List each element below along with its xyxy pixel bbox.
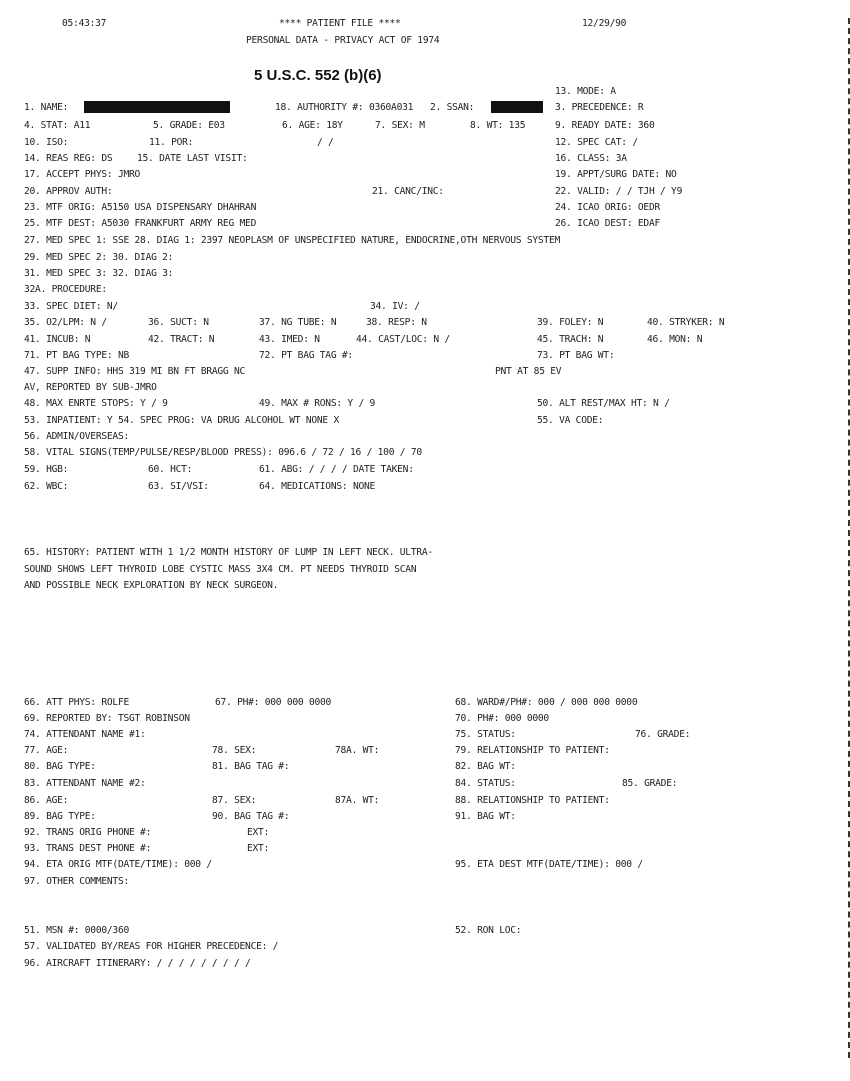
field-line: 91. BAG WT: bbox=[455, 811, 516, 822]
field-line: 56. ADMIN/OVERSEAS: bbox=[24, 431, 129, 442]
field-line: 78. SEX: bbox=[212, 745, 257, 756]
field-line: 6. AGE: 18Y bbox=[282, 120, 343, 131]
foia-exemption-stamp: 5 U.S.C. 552 (b)(6) bbox=[254, 67, 382, 84]
field-line: 78A. WT: bbox=[335, 745, 380, 756]
field-line: 24. ICAO ORIG: OEDR bbox=[555, 202, 660, 213]
field-line: EXT: bbox=[247, 827, 270, 838]
field-line: 21. CANC/INC: bbox=[372, 186, 444, 197]
field-line: 33. SPEC DIET: N/ bbox=[24, 301, 118, 312]
field-line: 72. PT BAG TAG #: bbox=[259, 350, 353, 361]
field-line: 64. MEDICATIONS: NONE bbox=[259, 481, 376, 492]
field-line: 74. ATTENDANT NAME #1: bbox=[24, 729, 146, 740]
print-date: 12/29/90 bbox=[582, 18, 627, 29]
field-line: 45. TRACH: N bbox=[537, 334, 604, 345]
field-line: 49. MAX # RONS: Y / 9 bbox=[259, 398, 376, 409]
field-line: 68. WARD#/PH#: 000 / 000 000 0000 bbox=[455, 697, 638, 708]
field-line: 58. VITAL SIGNS(TEMP/PULSE/RESP/BLOOD PRESS): 096.6 / 72 / 16 / 100 / 70 bbox=[24, 447, 422, 458]
field-line: 66. ATT PHYS: ROLFE bbox=[24, 697, 129, 708]
field-line: 44. CAST/LOC: N / bbox=[356, 334, 450, 345]
field-line: 83. ATTENDANT NAME #2: bbox=[24, 778, 146, 789]
field-line: 96. AIRCRAFT ITINERARY: / / / / / / / / / bbox=[24, 958, 251, 969]
field-line: 9. READY DATE: 360 bbox=[555, 120, 655, 131]
field-line: 15. DATE LAST VISIT: bbox=[137, 153, 248, 164]
field-line: 73. PT BAG WT: bbox=[537, 350, 615, 361]
field-line: 80. BAG TYPE: bbox=[24, 761, 96, 772]
field-line: / / bbox=[317, 137, 334, 148]
field-line: 85. GRADE: bbox=[622, 778, 678, 789]
history-line: AND POSSIBLE NECK EXPLORATION BY NECK SURGEON. bbox=[24, 580, 279, 591]
field-line: 86. AGE: bbox=[24, 795, 69, 806]
field-line: 5. GRADE: E03 bbox=[153, 120, 225, 131]
field-line: 35. O2/LPM: N / bbox=[24, 317, 107, 328]
field-line: 38. RESP: N bbox=[366, 317, 427, 328]
file-title: **** PATIENT FILE **** bbox=[279, 18, 401, 29]
field-line: 55. VA CODE: bbox=[537, 415, 604, 426]
field-line: 95. ETA DEST MTF(DATE/TIME): 000 / bbox=[455, 859, 643, 870]
field-line: 42. TRACT: N bbox=[148, 334, 215, 345]
field-line: 93. TRANS DEST PHONE #: bbox=[24, 843, 152, 854]
field-line: 10. ISO: bbox=[24, 137, 69, 148]
field-line: 53. INPATIENT: Y 54. SPEC PROG: VA DRUG ALCOHOL WT NONE X bbox=[24, 415, 339, 426]
print-time: 05:43:37 bbox=[62, 18, 107, 29]
field-line: 37. NG TUBE: N bbox=[259, 317, 337, 328]
field-line: 17. ACCEPT PHYS: JMRO bbox=[24, 169, 141, 180]
field-line: 16. CLASS: 3A bbox=[555, 153, 627, 164]
field-line: 76. GRADE: bbox=[635, 729, 691, 740]
field-line: 22. VALID: / / TJH / Y9 bbox=[555, 186, 683, 197]
field-line: 32A. PROCEDURE: bbox=[24, 284, 107, 295]
field-line: 94. ETA ORIG MTF(DATE/TIME): 000 / bbox=[24, 859, 212, 870]
field-line: 14. REAS REG: DS bbox=[24, 153, 113, 164]
page-edge-perforation bbox=[842, 18, 850, 1058]
field-line: 1. NAME: bbox=[24, 102, 69, 113]
field-line: 29. MED SPEC 2: 30. DIAG 2: bbox=[24, 252, 174, 263]
field-line: 70. PH#: 000 0000 bbox=[455, 713, 549, 724]
field-line: 19. APPT/SURG DATE: NO bbox=[555, 169, 677, 180]
field-line: 36. SUCT: N bbox=[148, 317, 209, 328]
field-line: 34. IV: / bbox=[370, 301, 420, 312]
field-line: 26. ICAO DEST: EDAF bbox=[555, 218, 660, 229]
field-line: 43. IMED: N bbox=[259, 334, 320, 345]
field-line: 84. STATUS: bbox=[455, 778, 516, 789]
field-line: 87. SEX: bbox=[212, 795, 257, 806]
field-line: 2. SSAN: bbox=[430, 102, 475, 113]
field-line: 77. AGE: bbox=[24, 745, 69, 756]
field-line: 90. BAG TAG #: bbox=[212, 811, 290, 822]
field-line: 27. MED SPEC 1: SSE 28. DIAG 1: 2397 NEOPLASM OF UNSPECIFIED NATURE, ENDOCRINE,OTH NERVOUS SYSTEM bbox=[24, 235, 561, 246]
field-line: 62. WBC: bbox=[24, 481, 69, 492]
name-redaction bbox=[84, 101, 230, 113]
ssan-redaction bbox=[491, 101, 543, 113]
field-line: 40. STRYKER: N bbox=[647, 317, 725, 328]
field-line: AV, REPORTED BY SUB-JMRO bbox=[24, 382, 157, 393]
field-line: 46. MON: N bbox=[647, 334, 703, 345]
field-line: 60. HCT: bbox=[148, 464, 193, 475]
field-line: 97. OTHER COMMENTS: bbox=[24, 876, 129, 887]
field-line: EXT: bbox=[247, 843, 270, 854]
field-line: 69. REPORTED BY: TSGT ROBINSON bbox=[24, 713, 190, 724]
field-line: 8. WT: 135 bbox=[470, 120, 526, 131]
field-line: 11. POR: bbox=[149, 137, 194, 148]
field-line: 50. ALT REST/MAX HT: N / bbox=[537, 398, 670, 409]
field-line: 4. STAT: A11 bbox=[24, 120, 91, 131]
field-line: 39. FOLEY: N bbox=[537, 317, 604, 328]
field-line: 89. BAG TYPE: bbox=[24, 811, 96, 822]
field-line: 12. SPEC CAT: / bbox=[555, 137, 638, 148]
field-line: 79. RELATIONSHIP TO PATIENT: bbox=[455, 745, 610, 756]
field-line: 31. MED SPEC 3: 32. DIAG 3: bbox=[24, 268, 174, 279]
field-line: 88. RELATIONSHIP TO PATIENT: bbox=[455, 795, 610, 806]
field-line: 57. VALIDATED BY/REAS FOR HIGHER PRECEDENCE: / bbox=[24, 941, 279, 952]
field-line: 18. AUTHORITY #: 0360A031 bbox=[275, 102, 414, 113]
field-line: 92. TRANS ORIG PHONE #: bbox=[24, 827, 152, 838]
field-line: 63. SI/VSI: bbox=[148, 481, 209, 492]
history-line: 65. HISTORY: PATIENT WITH 1 1/2 MONTH HISTORY OF LUMP IN LEFT NECK. ULTRA- bbox=[24, 547, 433, 558]
field-line: 61. ABG: / / / / DATE TAKEN: bbox=[259, 464, 414, 475]
field-line: 13. MODE: A bbox=[555, 86, 616, 97]
field-line: PNT AT 85 EV bbox=[495, 366, 562, 377]
field-line: 59. HGB: bbox=[24, 464, 69, 475]
field-line: 67. PH#: 000 000 0000 bbox=[215, 697, 332, 708]
field-line: 51. MSN #: 0000/360 bbox=[24, 925, 129, 936]
field-line: 81. BAG TAG #: bbox=[212, 761, 290, 772]
field-line: 87A. WT: bbox=[335, 795, 380, 806]
field-line: 48. MAX ENRTE STOPS: Y / 9 bbox=[24, 398, 168, 409]
history-line: SOUND SHOWS LEFT THYROID LOBE CYSTIC MASS 3X4 CM. PT NEEDS THYROID SCAN bbox=[24, 564, 417, 575]
field-line: 52. RON LOC: bbox=[455, 925, 522, 936]
field-line: 82. BAG WT: bbox=[455, 761, 516, 772]
field-line: 3. PRECEDENCE: R bbox=[555, 102, 644, 113]
privacy-notice: PERSONAL DATA - PRIVACY ACT OF 1974 bbox=[246, 35, 440, 46]
field-line: 47. SUPP INFO: HHS 319 MI BN FT BRAGG NC bbox=[24, 366, 246, 377]
field-line: 75. STATUS: bbox=[455, 729, 516, 740]
field-line: 25. MTF DEST: A5030 FRANKFURT ARMY REG MED bbox=[24, 218, 257, 229]
field-line: 41. INCUB: N bbox=[24, 334, 91, 345]
field-line: 23. MTF ORIG: A5150 USA DISPENSARY DHAHRAN bbox=[24, 202, 257, 213]
field-line: 20. APPROV AUTH: bbox=[24, 186, 113, 197]
field-line: 7. SEX: M bbox=[375, 120, 425, 131]
field-line: 71. PT BAG TYPE: NB bbox=[24, 350, 129, 361]
